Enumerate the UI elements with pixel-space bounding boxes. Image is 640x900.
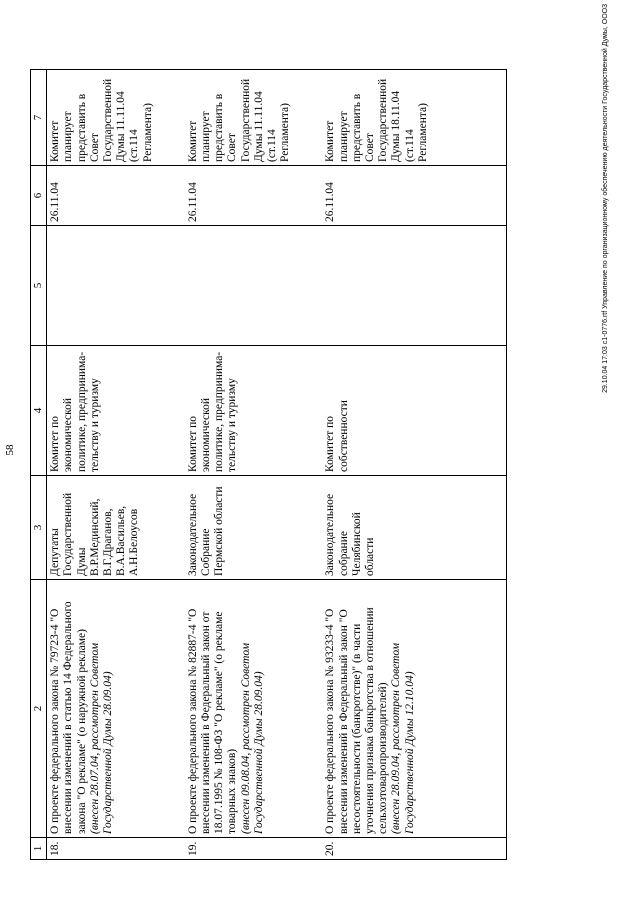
- row-number: 20.: [322, 838, 432, 860]
- bill-initiator: Законодательное Собрание Пермской области: [185, 476, 295, 580]
- bill-title: О проекте федерального закона № 79723-4 "О внесении изменений в статью 14 Федерального закона "О рекламе" (о наружной рекламе): [49, 601, 88, 834]
- table-row: [322, 70, 432, 860]
- table-header-row: [31, 70, 47, 860]
- header-col-4: 4: [31, 346, 47, 476]
- committee-remark: Комитет планирует представить в Совет Государственной Думы 11.11.04 (ст.114 Регламента): [185, 70, 295, 166]
- column-5-cell: [322, 226, 432, 346]
- bill-initiator: Депутаты Государственной Думы В.Р.Мединский, В.Г.Драганов, В.А.Васильев, А.Н.Белоусов: [47, 476, 157, 580]
- bill-note: (внесен 09.08.04, рассмотрен Советом Государственной Думы 28.09.04): [239, 642, 265, 834]
- committee-remark: Комитет планирует представить в Совет Государственной Думы 18.11.04 (ст.114 Регламента): [322, 70, 432, 166]
- header-col-1: 1: [31, 838, 47, 860]
- review-date: 26.11.04: [47, 166, 157, 226]
- responsible-committee: Комитет по экономической политике, предпринима-тельству и туризму: [47, 346, 157, 476]
- bill-description: [47, 580, 157, 838]
- bill-title: О проекте федерального закона № 82887-4 "О внесении изменений в Федеральный закон от 18.07.1995 № 108-ФЗ "О рекламе" (о рекламе товарных знаков): [186, 608, 239, 834]
- header-col-3: 3: [31, 476, 47, 580]
- header-col-6: 6: [31, 166, 47, 226]
- page-number: 58: [4, 444, 16, 456]
- review-date: 26.11.04: [185, 166, 295, 226]
- table-row: [185, 70, 295, 860]
- column-5-cell: [185, 226, 295, 346]
- bill-description: [185, 580, 295, 838]
- bill-note: (внесен 28.09.04, рассмотрен Советом Государственной Думы 12.10.04): [390, 642, 416, 834]
- bill-description: [322, 580, 432, 838]
- committee-remark: Комитет планирует представить в Совет Государственной Думы 11.11.04 (ст.114 Регламента): [47, 70, 157, 166]
- review-date: 26.11.04: [322, 166, 432, 226]
- header-col-2: 2: [31, 580, 47, 838]
- bill-schedule-table: [30, 69, 507, 860]
- responsible-committee: Комитет по собственности: [322, 346, 432, 476]
- bill-note: (внесен 28.07.04, рассмотрен Советом Государственной Думы 28.09.04): [88, 642, 115, 834]
- row-number: 18.: [47, 838, 157, 860]
- header-col-5: 5: [31, 226, 47, 346]
- table-row: [47, 70, 157, 860]
- bill-title: О проекте федерального закона № 93233-4 "О внесении изменений в Федеральный закон "О несостоятельности (банкротстве)" (в части уточнения признака банкротства в отношении сельхозтоваропроизводителей): [324, 607, 390, 834]
- responsible-committee: Комитет по экономической политике, предпринима-тельству и туризму: [185, 346, 295, 476]
- column-5-cell: [47, 226, 157, 346]
- bill-initiator: Законодательное собрание Челябинской области: [322, 476, 432, 580]
- document-footer: 29.10.04 17:03 с1-0776.rtf Управление по организационному обеспечению деятельности Государственной Думы, ООО3: [602, 4, 609, 393]
- row-number: 19.: [185, 838, 295, 860]
- header-col-7: 7: [31, 70, 47, 166]
